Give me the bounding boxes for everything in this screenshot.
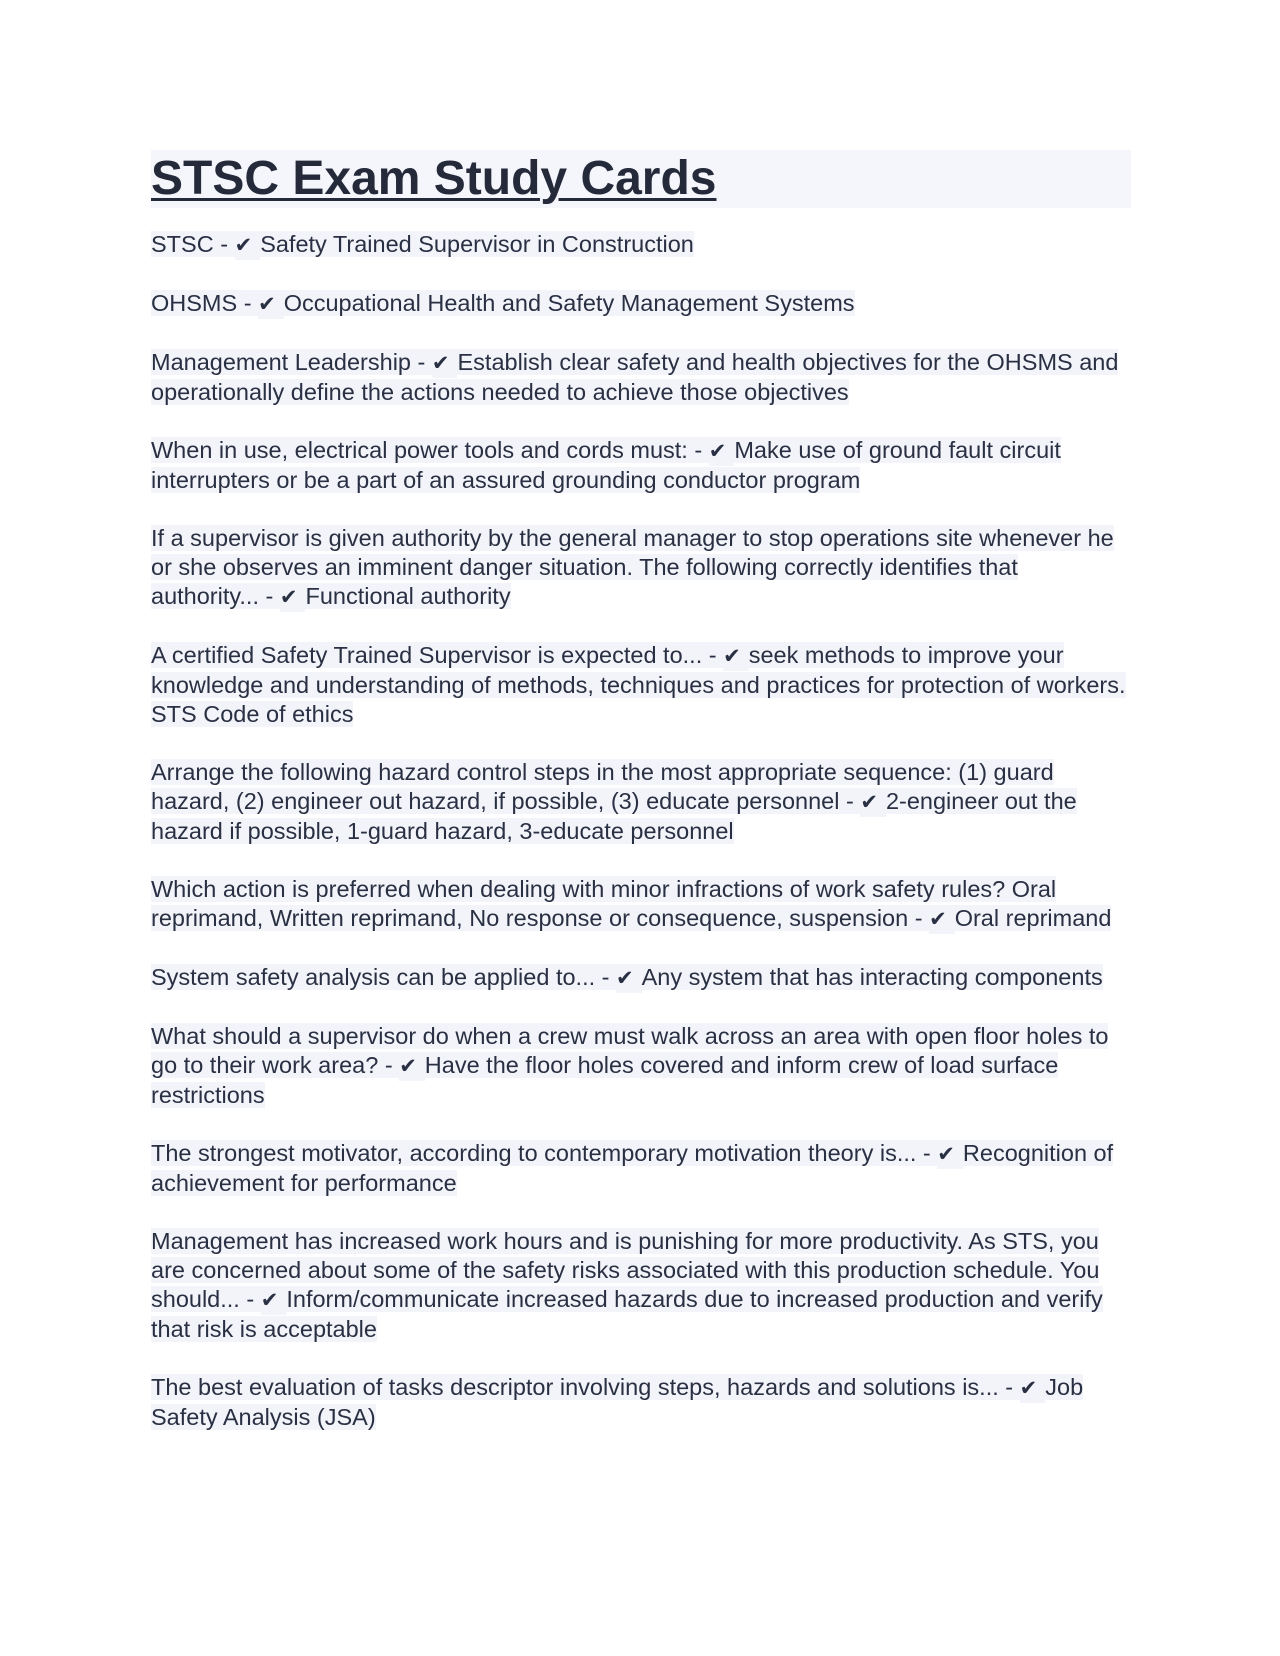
check-icon: ✔ bbox=[235, 231, 261, 260]
study-card bbox=[151, 875, 1131, 934]
card-question: The best evaluation of tasks descriptor involving steps, hazards and solutions is... bbox=[151, 1374, 999, 1400]
study-card bbox=[151, 641, 1131, 729]
card-separator: - bbox=[213, 231, 235, 257]
card-answer: Oral reprimand bbox=[954, 905, 1112, 931]
check-icon: ✔ bbox=[399, 1052, 425, 1081]
card-answer: seek methods to improve your knowledge and understanding of methods, techniques and practices for protection of workers. STS Code of ethics bbox=[151, 642, 1126, 727]
card-separator: - bbox=[839, 788, 861, 814]
study-card bbox=[151, 1139, 1131, 1198]
study-card bbox=[151, 289, 1131, 319]
card-question: A certified Safety Trained Supervisor is expected to... bbox=[151, 642, 703, 668]
card-question: When in use, electrical power tools and cords must: bbox=[151, 437, 688, 463]
card-answer: Have the floor holes covered and inform crew of load surface restrictions bbox=[151, 1052, 1059, 1108]
card-separator: - bbox=[237, 290, 259, 316]
study-card bbox=[151, 524, 1131, 612]
check-icon: ✔ bbox=[860, 788, 886, 817]
card-answer: Any system that has interacting components bbox=[641, 964, 1103, 990]
check-icon: ✔ bbox=[723, 642, 749, 671]
card-separator: - bbox=[702, 642, 724, 668]
check-icon: ✔ bbox=[709, 437, 735, 466]
study-card bbox=[151, 1373, 1131, 1432]
card-question: Arrange the following hazard control steps in the most appropriate sequence: (1) guard hazard, (2) engineer out hazard, if possible, (3) educate personnel bbox=[151, 759, 1054, 814]
card-question: System safety analysis can be applied to... bbox=[151, 964, 596, 990]
study-card bbox=[151, 1227, 1131, 1344]
card-question: Management Leadership bbox=[151, 349, 411, 375]
study-card bbox=[151, 963, 1131, 993]
check-icon: ✔ bbox=[616, 964, 642, 993]
card-answer: Job Safety Analysis (JSA) bbox=[151, 1374, 1084, 1430]
document-page bbox=[151, 150, 1131, 1461]
title-bar bbox=[151, 150, 1131, 208]
check-icon: ✔ bbox=[929, 905, 955, 934]
study-card bbox=[151, 230, 1131, 260]
card-question: OHSMS bbox=[151, 290, 238, 316]
card-separator: - bbox=[687, 437, 709, 463]
study-card bbox=[151, 1022, 1131, 1110]
study-card-list bbox=[151, 230, 1131, 1432]
card-separator: - bbox=[239, 1286, 261, 1312]
card-separator: - bbox=[378, 1052, 400, 1078]
card-answer: 2-engineer out the hazard if possible, 1-guard hazard, 3-educate personnel bbox=[151, 788, 1077, 844]
check-icon: ✔ bbox=[261, 1286, 287, 1315]
card-question: Management has increased work hours and is punishing for more productivity. As STS, you are concerned about some of the safety risks associated with this production schedule. You should... bbox=[151, 1228, 1100, 1312]
card-answer: Establish clear safety and health objectives for the OHSMS and operationally define the actions needed to achieve those objectives bbox=[151, 349, 1119, 405]
card-answer: Occupational Health and Safety Management Systems bbox=[283, 290, 855, 316]
check-icon: ✔ bbox=[1020, 1374, 1046, 1403]
card-separator: - bbox=[916, 1140, 938, 1166]
card-answer: Functional authority bbox=[305, 583, 511, 609]
check-icon: ✔ bbox=[280, 583, 306, 612]
card-question: STSC bbox=[151, 231, 214, 257]
study-card bbox=[151, 758, 1131, 846]
card-answer: Safety Trained Supervisor in Construction bbox=[260, 231, 694, 257]
card-answer: Recognition of achievement for performance bbox=[151, 1140, 1114, 1196]
card-question: Which action is preferred when dealing with minor infractions of work safety rules? Oral reprimand, Written reprimand, No response or consequence, suspension bbox=[151, 876, 1057, 931]
check-icon: ✔ bbox=[258, 290, 284, 319]
card-separator: - bbox=[258, 583, 280, 609]
study-card bbox=[151, 348, 1131, 407]
check-icon: ✔ bbox=[432, 349, 458, 378]
card-separator: - bbox=[410, 349, 432, 375]
check-icon: ✔ bbox=[937, 1140, 963, 1169]
card-separator: - bbox=[998, 1374, 1020, 1400]
card-question: The strongest motivator, according to contemporary motivation theory is... bbox=[151, 1140, 917, 1166]
card-question: If a supervisor is given authority by the general manager to stop operations site whenever he or she observes an imminent danger situation. The following correctly identifies that authority... bbox=[151, 525, 1114, 609]
card-answer: Make use of ground fault circuit interrupters or be a part of an assured grounding conductor program bbox=[151, 437, 1061, 493]
card-separator: - bbox=[908, 905, 930, 931]
study-card bbox=[151, 436, 1131, 495]
card-answer: Inform/communicate increased hazards due to increased production and verify that risk is acceptable bbox=[151, 1286, 1103, 1342]
card-separator: - bbox=[595, 964, 617, 990]
document-title: STSC Exam Study Cards bbox=[151, 152, 717, 205]
card-question: What should a supervisor do when a crew must walk across an area with open floor holes to go to their work area? bbox=[151, 1023, 1109, 1078]
